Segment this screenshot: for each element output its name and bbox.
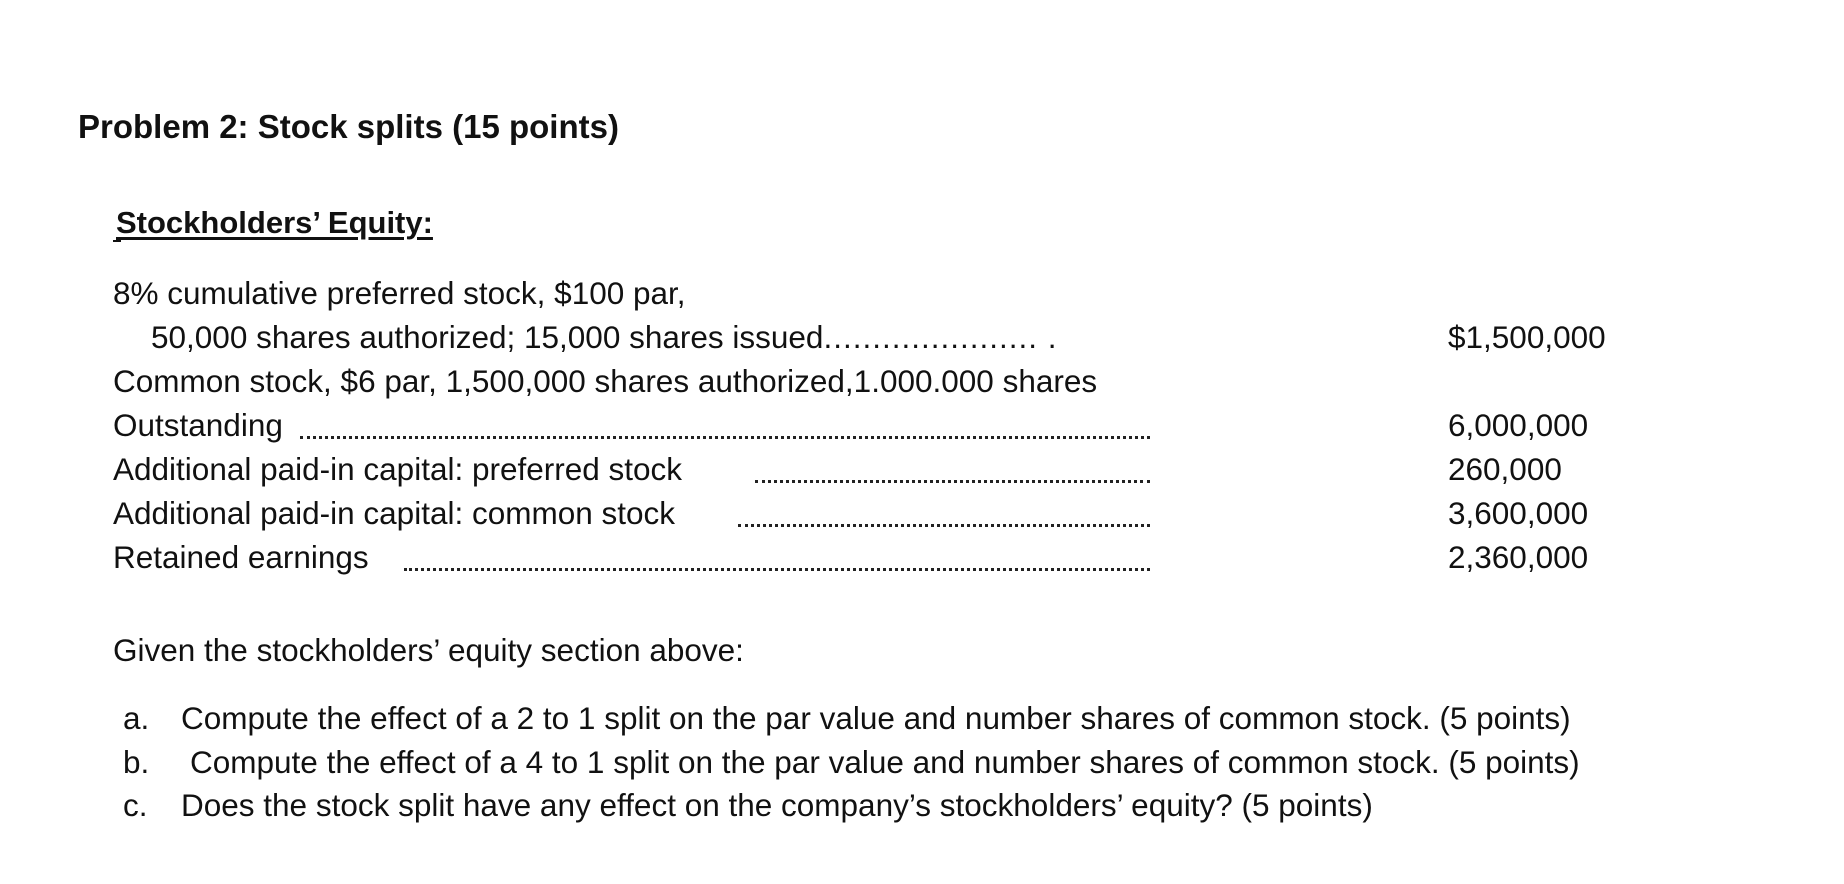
apic-preferred-leader [755, 480, 1150, 483]
apic-preferred-amount: 260,000 [1448, 451, 1562, 487]
preferred-stock-label-line2 [151, 319, 1058, 355]
question-text: Compute the effect of a 2 to 1 split on the par value and number shares of common stock. (5 points) [181, 700, 1571, 736]
stockholders-equity-heading: Stockholders’ Equity: [116, 205, 433, 240]
retained-earnings-leader [404, 568, 1150, 571]
retained-earnings-amount: 2,360,000 [1448, 539, 1589, 575]
apic-common-amount: 3,600,000 [1448, 495, 1589, 531]
question-text: Compute the effect of a 4 to 1 split on the par value and number shares of common stock. (5 points) [190, 743, 1580, 780]
common-stock-leader [300, 436, 1150, 439]
apic-common-leader [738, 524, 1150, 527]
question-marker: c. [123, 787, 148, 823]
common-stock-label-line1: Common stock, $6 par, 1,500,000 shares authorized,1.000.000 shares [113, 363, 1098, 399]
apic-preferred-label: Additional paid-in capital: preferred stock [113, 451, 683, 487]
problem-title: Problem 2: Stock splits (15 points) [78, 108, 619, 145]
preferred-stock-label-line1: 8% cumulative preferred stock, $100 par, [113, 275, 686, 311]
given-instruction: Given the stockholders’ equity section above: [113, 632, 744, 668]
retained-earnings-label: Retained earnings [113, 539, 369, 575]
preferred-stock-leader: ...................... . [823, 319, 1058, 355]
question-marker: a. [123, 700, 150, 736]
apic-common-label: Additional paid-in capital: common stock [113, 495, 676, 531]
common-stock-amount: 6,000,000 [1448, 407, 1589, 443]
preferred-stock-shares-text: 50,000 shares authorized; 15,000 shares issued [151, 319, 824, 355]
question-marker: b. [123, 743, 150, 780]
common-stock-label-line2: Outstanding [113, 407, 283, 443]
preferred-stock-amount: $1,500,000 [1448, 319, 1606, 355]
question-text: Does the stock split have any effect on the company’s stockholders’ equity? (5 points) [181, 787, 1373, 823]
